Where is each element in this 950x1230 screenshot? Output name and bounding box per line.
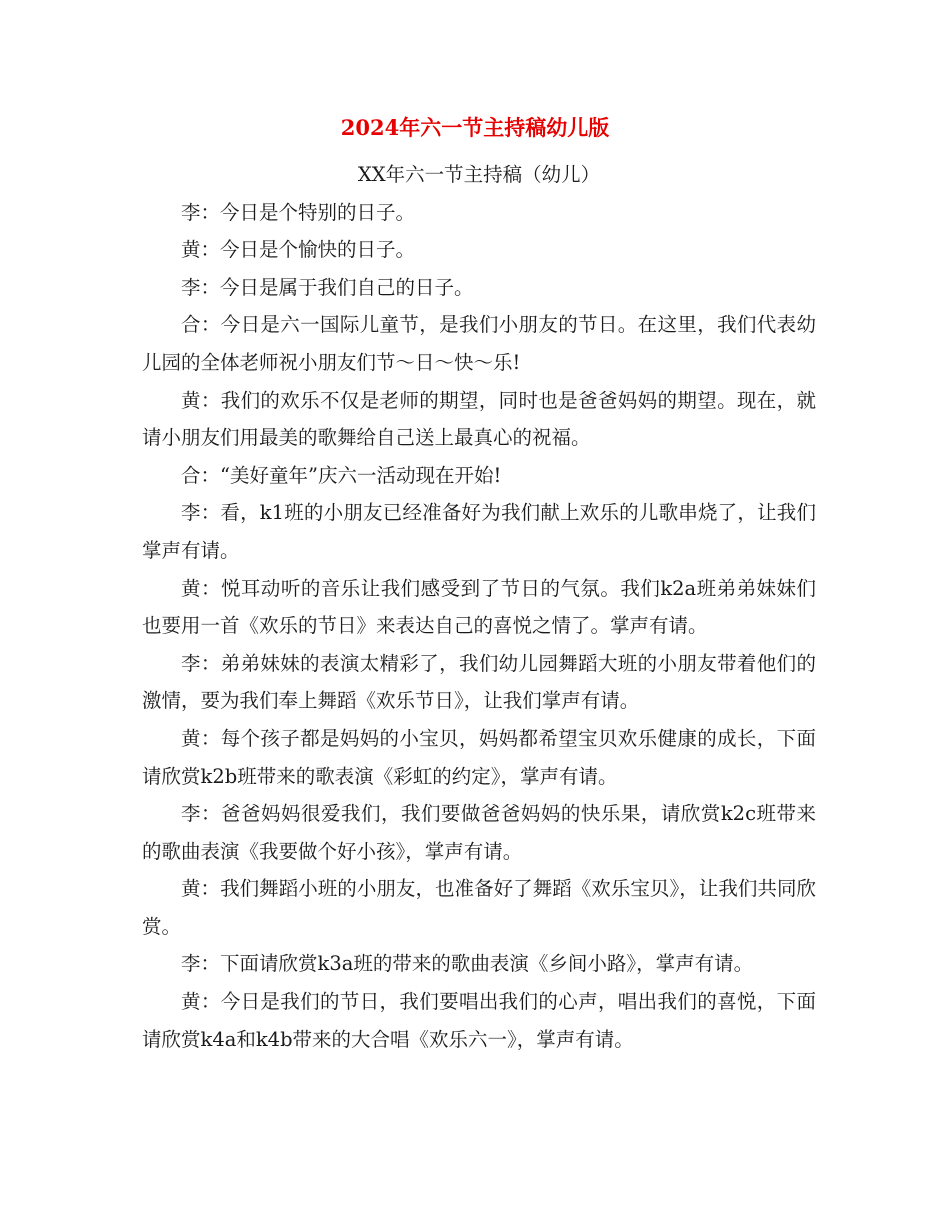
paragraph: 黄：今日是个愉快的日子。 <box>181 238 416 262</box>
paragraph: 黄：我们舞蹈小班的小朋友，也准备好了舞蹈《欢乐宝贝》，让我们共同欣赏。 <box>142 877 816 938</box>
paragraph: 李：弟弟妹妹的表演太精彩了，我们幼儿园舞蹈大班的小朋友带着他们的激情，要为我们奉上舞蹈《欢乐节日》，让我们掌声有请。 <box>142 651 816 713</box>
paragraph: 李：看，k1班的小朋友已经准备好为我们献上欢乐的儿歌串烧了，让我们掌声有请。 <box>142 501 816 562</box>
paragraph: 李：今日是属于我们自己的日子。 <box>181 275 474 299</box>
document-subtitle: XX年六一节主持稿（幼儿） <box>357 163 601 186</box>
paragraph: 合：今日是六一国际儿童节，是我们小朋友的节日。在这里，我们代表幼儿园的全体老师祝小朋友们节～日～快～乐! <box>142 313 816 374</box>
paragraph: 黄：我们的欢乐不仅是老师的期望，同时也是爸爸妈妈的期望。现在，就请小朋友们用最美的歌舞给自己送上最真心的祝福。 <box>142 388 816 450</box>
paragraph: 李：下面请欣赏k3a班的带来的歌曲表演《乡间小路》，掌声有请。 <box>181 952 754 976</box>
paragraph: 合：“美好童年”庆六一活动现在开始! <box>181 463 502 487</box>
paragraph: 黄：今日是我们的节日，我们要唱出我们的心声，唱出我们的喜悦，下面请欣赏k4a和k4b带来的大合唱《欢乐六一》，掌声有请。 <box>142 990 816 1051</box>
paragraph: 黄：每个孩子都是妈妈的小宝贝，妈妈都希望宝贝欢乐健康的成长，下面请欣赏k2b班带来的歌表演《彩虹的约定》，掌声有请。 <box>142 726 816 788</box>
document-title: 2024年六一节主持稿幼儿版 <box>340 115 610 140</box>
paragraph: 李：今日是个特别的日子。 <box>181 200 416 224</box>
paragraph: 黄：悦耳动听的音乐让我们感受到了节日的气氛。我们k2a班弟弟妹妹们也要用一首《欢乐的节日》来表达自己的喜悦之情了。掌声有请。 <box>142 576 816 638</box>
paragraph: 李：爸爸妈妈很爱我们，我们要做爸爸妈妈的快乐果，请欣赏k2c班带来的歌曲表演《我要做个好小孩》，掌声有请。 <box>142 802 816 863</box>
document-body <box>142 156 816 1058</box>
